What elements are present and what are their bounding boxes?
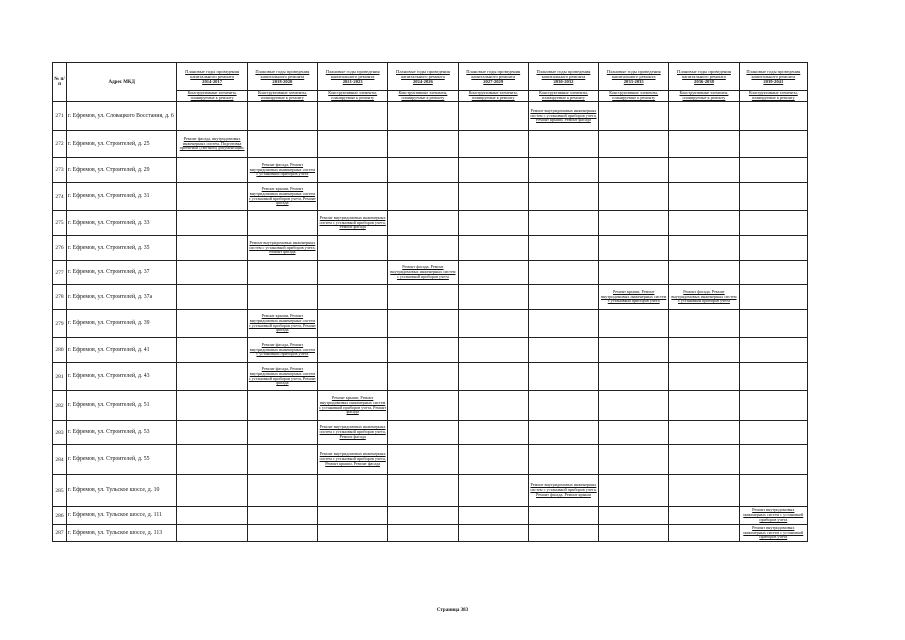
- repair-cell: [739, 261, 807, 285]
- repair-cell: [739, 236, 807, 261]
- repair-cell: [247, 211, 317, 236]
- period-caption: Плановые годы проведения капитального ремонта: [325, 69, 380, 79]
- repair-cell: [247, 525, 317, 542]
- repair-cell: [388, 183, 458, 211]
- repair-works-text: Ремонт фасада, Ремонт внутридомовых инженерных систем с установкой приборов учета: [671, 288, 737, 304]
- repair-cell: [599, 391, 669, 421]
- row-number: 287: [53, 525, 67, 542]
- table-body: [53, 102, 808, 542]
- address-cell: г. Ефремов, ул. Строителей, д. 51: [67, 391, 177, 421]
- repair-cell: [388, 391, 458, 421]
- repair-cell: [318, 158, 388, 183]
- repair-works-text: Ремонт внутридомовых инженерных систем с установкой приборов учета: [743, 507, 804, 522]
- address-cell: г. Ефремов, ул. Строителей, д. 35: [67, 236, 177, 261]
- repair-cell: [528, 507, 598, 525]
- repair-cell: [669, 391, 739, 421]
- table-row: [53, 391, 808, 421]
- repair-cell: [739, 363, 807, 391]
- repair-cell: [528, 475, 598, 507]
- repair-cell: [177, 363, 247, 391]
- repair-works-text: Ремонт внутридомовых инженерных систем с установкой приборов учета, Ремонт фасада, Ремонт крыши: [530, 482, 597, 497]
- address-cell: г. Ефремов, ул. Тульское шоссе, д. 10: [67, 475, 177, 507]
- repair-cell: [739, 131, 807, 158]
- repair-cell: [388, 507, 458, 525]
- header-row: [53, 63, 808, 91]
- repair-cell: [177, 211, 247, 236]
- row-number: 279: [53, 310, 67, 338]
- repair-works-text: Ремонт крыши, Ремонт внутридомовых инженерных систем с установкой приборов учета, Ремонт фасада: [248, 312, 316, 333]
- period-years: 2036-2038: [694, 79, 714, 84]
- repair-cell: [177, 475, 247, 507]
- address-cell: г. Ефремов, ул. Строителей, д. 53: [67, 421, 177, 445]
- repair-cell: [528, 236, 598, 261]
- period-caption: Плановые годы проведения капитального ремонта: [677, 69, 731, 79]
- column-subheader: [458, 91, 528, 102]
- repair-cell: [177, 445, 247, 475]
- repair-cell: [458, 158, 528, 183]
- table-row: [53, 310, 808, 338]
- repair-cell: [247, 285, 317, 310]
- repair-works-text: Ремонт фасада, Ремонт внутридомовых инженерных систем с установкой приборов учета, Ремонт фасада: [248, 365, 316, 386]
- repair-cell: [739, 338, 807, 363]
- repair-cell: [599, 211, 669, 236]
- repair-cell: [528, 525, 598, 542]
- address-cell: г. Ефремов, ул. Строителей, д. 37а: [67, 285, 177, 310]
- repair-cell: [318, 261, 388, 285]
- repair-cell: [669, 102, 739, 131]
- row-number: 273: [53, 158, 67, 183]
- table-row: [53, 285, 808, 310]
- repair-cell: [177, 391, 247, 421]
- repair-works-text: Ремонт фасада, внутридомовых инженерных систем. Подготовка проектной (сметной) документации.: [179, 135, 245, 151]
- table-row: [53, 211, 808, 236]
- capital-repair-table: [52, 62, 808, 542]
- column-subheader: [528, 91, 598, 102]
- subheader-text: Конструктивные элементы, планируемые к ремонту: [468, 90, 518, 100]
- repair-cell: [599, 421, 669, 445]
- repair-cell: [528, 102, 598, 131]
- repair-cell: [669, 236, 739, 261]
- period-years: 2024-2026: [412, 79, 433, 84]
- column-header-period: [388, 63, 458, 91]
- repair-cell: [458, 102, 528, 131]
- repair-cell: [388, 158, 458, 183]
- repair-works-text: Ремонт внутридомовых инженерных систем с установкой приборов учета, Ремонт крыши, Ремонт фасада: [319, 451, 386, 466]
- repair-cell: [528, 445, 598, 475]
- repair-cell: [528, 158, 598, 183]
- repair-cell: [669, 310, 739, 338]
- repair-cell: [669, 338, 739, 363]
- subheader-text: Конструктивные элементы, планируемые к ремонту: [679, 90, 729, 100]
- repair-cell: [388, 338, 458, 363]
- table-row: [53, 261, 808, 285]
- table-row: [53, 102, 808, 131]
- table-row: [53, 475, 808, 507]
- repair-cell: [247, 131, 317, 158]
- subheader-text: Конструктивные элементы, планируемые к ремонту: [328, 90, 378, 100]
- repair-cell: [388, 363, 458, 391]
- subheader-text: Конструктивные элементы, планируемые к ремонту: [187, 90, 237, 100]
- period-caption: Плановые годы проведения капитального ремонта: [185, 69, 240, 79]
- repair-cell: [739, 102, 807, 131]
- repair-cell: [247, 507, 317, 525]
- repair-cell: [318, 310, 388, 338]
- address-cell: г. Ефремов, ул. Тульское шоссе, д. 111: [67, 507, 177, 525]
- repair-works-text: Ремонт крыши, Ремонт внутридомовых инженерных систем с установкой приборов учета: [601, 288, 667, 304]
- repair-cell: [669, 131, 739, 158]
- repair-cell: [739, 445, 807, 475]
- repair-cell: [739, 475, 807, 507]
- repair-works-text: Ремонт внутридомовых инженерных систем с установкой приборов учета, Ремонт фасада: [249, 239, 316, 255]
- repair-cell: [599, 102, 669, 131]
- repair-cell: [247, 363, 317, 391]
- repair-cell: [388, 211, 458, 236]
- repair-cell: [528, 391, 598, 421]
- repair-cell: [177, 158, 247, 183]
- repair-cell: [388, 421, 458, 445]
- period-years: 2030-2032: [553, 79, 574, 84]
- repair-cell: [177, 236, 247, 261]
- repair-cell: [247, 391, 317, 421]
- column-header-period: [669, 63, 739, 91]
- repair-cell: [599, 261, 669, 285]
- row-number: 286: [53, 507, 67, 525]
- repair-cell: [669, 475, 739, 507]
- repair-cell: [318, 421, 388, 445]
- column-header-address: Адрес МКД: [67, 63, 177, 102]
- repair-cell: [247, 261, 317, 285]
- repair-cell: [247, 338, 317, 363]
- repair-cell: [458, 507, 528, 525]
- repair-cell: [599, 445, 669, 475]
- repair-cell: [318, 525, 388, 542]
- table-row: [53, 131, 808, 158]
- repair-cell: [458, 285, 528, 310]
- repair-cell: [247, 475, 317, 507]
- column-header-period: [599, 63, 669, 91]
- table-row: [53, 421, 808, 445]
- row-number: 277: [53, 261, 67, 285]
- row-number: 276: [53, 236, 67, 261]
- repair-cell: [247, 158, 317, 183]
- repair-cell: [247, 445, 317, 475]
- address-cell: г. Ефремов, ул. Словацкого Восстания, д. 6: [67, 102, 177, 131]
- repair-cell: [458, 391, 528, 421]
- repair-cell: [318, 507, 388, 525]
- repair-cell: [528, 310, 598, 338]
- repair-cell: [458, 261, 528, 285]
- repair-cell: [247, 102, 317, 131]
- period-caption: Плановые годы проведения капитального ремонта: [746, 69, 801, 79]
- column-subheader: [388, 91, 458, 102]
- column-header-period: [177, 63, 247, 91]
- repair-cell: [739, 391, 807, 421]
- period-years: 2021-2023: [342, 79, 363, 84]
- table-row: [53, 445, 808, 475]
- repair-cell: [599, 525, 669, 542]
- row-number: 274: [53, 183, 67, 211]
- repair-cell: [528, 131, 598, 158]
- column-header-period: [318, 63, 388, 91]
- repair-cell: [458, 525, 528, 542]
- repair-cell: [388, 525, 458, 542]
- repair-cell: [458, 363, 528, 391]
- repair-cell: [177, 338, 247, 363]
- repair-cell: [388, 445, 458, 475]
- repair-cell: [318, 131, 388, 158]
- row-number: 275: [53, 211, 67, 236]
- repair-cell: [247, 183, 317, 211]
- table-row: [53, 363, 808, 391]
- repair-works-text: Ремонт внутридомовых инженерных систем с установкой приборов учета, Ремонт крыши, Ремонт фасада: [530, 107, 597, 123]
- subheader-text: Конструктивные элементы, планируемые к ремонту: [748, 90, 798, 100]
- row-number: 280: [53, 338, 67, 363]
- repair-cell: [599, 363, 669, 391]
- address-cell: г. Ефремов, ул. Строителей, д. 55: [67, 445, 177, 475]
- repair-cell: [739, 525, 807, 542]
- period-caption: Плановые годы проведения капитального ремонта: [395, 69, 450, 79]
- repair-cell: [739, 183, 807, 211]
- repair-cell: [739, 507, 807, 525]
- row-number: 284: [53, 445, 67, 475]
- repair-cell: [177, 131, 247, 158]
- address-cell: г. Ефремов, ул. Строителей, д. 37: [67, 261, 177, 285]
- address-cell: г. Ефремов, ул. Строителей, д. 43: [67, 363, 177, 391]
- table-row: [53, 158, 808, 183]
- table-row: [53, 525, 808, 542]
- address-cell: г. Ефремов, ул. Строителей, д. 29: [67, 158, 177, 183]
- address-cell: г. Ефремов, ул. Строителей, д. 33: [67, 211, 177, 236]
- repair-cell: [177, 525, 247, 542]
- column-header-period: [247, 63, 317, 91]
- repair-cell: [739, 158, 807, 183]
- repair-works-text: Ремонт крыши, Ремонт внутридомовых инженерных систем с установкой приборов учета, Ремонт фасада: [319, 394, 387, 415]
- repair-cell: [599, 507, 669, 525]
- repair-cell: [669, 445, 739, 475]
- repair-cell: [388, 285, 458, 310]
- repair-cell: [177, 285, 247, 310]
- period-caption: Плановые годы проведения капитального ремонта: [606, 69, 661, 79]
- repair-cell: [669, 507, 739, 525]
- repair-cell: [177, 310, 247, 338]
- repair-cell: [669, 211, 739, 236]
- period-years: 2027-2029: [483, 79, 504, 84]
- subheader-text: Конструктивные элементы, планируемые к ремонту: [609, 90, 659, 100]
- repair-cell: [388, 310, 458, 338]
- row-number: 282: [53, 391, 67, 421]
- column-subheader: [739, 91, 807, 102]
- address-cell: г. Ефремов, ул. Строителей, д. 39: [67, 310, 177, 338]
- column-header-period: [528, 63, 598, 91]
- repair-works-text: Ремонт фасада, Ремонт внутридомовых инженерных систем с установкой приборов учета: [249, 341, 315, 357]
- repair-cell: [177, 421, 247, 445]
- repair-cell: [318, 475, 388, 507]
- repair-cell: [599, 183, 669, 211]
- repair-cell: [669, 421, 739, 445]
- period-years: 2039-2041: [763, 79, 784, 84]
- repair-cell: [388, 475, 458, 507]
- repair-cell: [669, 261, 739, 285]
- address-cell: г. Ефремов, ул. Тульское шоссе, д. 113: [67, 525, 177, 542]
- repair-cell: [669, 158, 739, 183]
- address-cell: г. Ефремов, ул. Строителей, д. 25: [67, 131, 177, 158]
- repair-cell: [528, 211, 598, 236]
- repair-works-text: Ремонт внутридомовых инженерных систем с установкой приборов учета, Ремонт фасада: [319, 424, 386, 439]
- repair-cell: [528, 363, 598, 391]
- repair-works-text: Ремонт внутридомовых инженерных систем с установкой приборов учета: [743, 524, 804, 540]
- repair-works-text: Ремонт внутридомовых инженерных систем с установкой приборов учета, Ремонт фасада: [319, 214, 386, 230]
- repair-cell: [177, 183, 247, 211]
- repair-cell: [458, 236, 528, 261]
- period-years: 2014-2017: [202, 79, 223, 84]
- repair-cell: [458, 310, 528, 338]
- repair-cell: [528, 285, 598, 310]
- repair-cell: [528, 421, 598, 445]
- subheader-text: Конструктивные элементы, планируемые к ремонту: [257, 90, 307, 100]
- repair-cell: [177, 507, 247, 525]
- table-row: [53, 183, 808, 211]
- repair-cell: [528, 338, 598, 363]
- repair-cell: [318, 183, 388, 211]
- address-cell: г. Ефремов, ул. Строителей, д. 41: [67, 338, 177, 363]
- repair-cell: [388, 102, 458, 131]
- column-header-number: № п/п: [53, 63, 67, 102]
- period-caption: Плановые годы проведения капитального ремонта: [466, 69, 521, 79]
- repair-works-text: Ремонт фасада, Ремонт внутридомовых инженерных систем с установкой приборов учета: [390, 264, 456, 279]
- table-row: [53, 507, 808, 525]
- repair-cell: [599, 310, 669, 338]
- repair-cell: [458, 183, 528, 211]
- repair-cell: [528, 183, 598, 211]
- repair-cell: [599, 131, 669, 158]
- repair-cell: [247, 310, 317, 338]
- repair-cell: [318, 363, 388, 391]
- repair-cell: [458, 421, 528, 445]
- repair-works-text: Ремонт фасада, Ремонт внутридомовых инженерных систем с установкой приборов учета: [249, 161, 315, 177]
- period-years: 2033-2035: [623, 79, 644, 84]
- address-cell: г. Ефремов, ул. Строителей, д. 31: [67, 183, 177, 211]
- repair-cell: [458, 445, 528, 475]
- repair-cell: [177, 261, 247, 285]
- repair-cell: [458, 211, 528, 236]
- table-row: [53, 236, 808, 261]
- repair-cell: [669, 183, 739, 211]
- repair-cell: [388, 131, 458, 158]
- repair-cell: [177, 102, 247, 131]
- repair-cell: [739, 421, 807, 445]
- column-subheader: [318, 91, 388, 102]
- row-number: 271: [53, 102, 67, 131]
- subheader-text: Конструктивные элементы, планируемые к ремонту: [539, 90, 588, 100]
- repair-cell: [599, 475, 669, 507]
- period-caption: Плановые годы проведения капитального ремонта: [255, 69, 310, 79]
- repair-cell: [318, 445, 388, 475]
- row-number: 283: [53, 421, 67, 445]
- repair-cell: [318, 211, 388, 236]
- repair-cell: [599, 236, 669, 261]
- repair-cell: [318, 285, 388, 310]
- repair-cell: [318, 102, 388, 131]
- page-number: Страница 383: [436, 608, 469, 613]
- repair-cell: [458, 131, 528, 158]
- row-number: 272: [53, 131, 67, 158]
- repair-cell: [669, 285, 739, 310]
- repair-cell: [458, 475, 528, 507]
- row-number: 278: [53, 285, 67, 310]
- period-caption: Плановые годы проведения капитального ремонта: [536, 69, 591, 79]
- column-subheader: [247, 91, 317, 102]
- repair-cell: [528, 261, 598, 285]
- column-subheader: [177, 91, 247, 102]
- repair-cell: [739, 211, 807, 236]
- repair-cell: [599, 158, 669, 183]
- repair-cell: [388, 236, 458, 261]
- table-row: [53, 338, 808, 363]
- row-number: 285: [53, 475, 67, 507]
- repair-cell: [599, 285, 669, 310]
- subheader-text: Конструктивные элементы, планируемые к ремонту: [398, 90, 448, 100]
- column-subheader: [599, 91, 669, 102]
- repair-cell: [388, 261, 458, 285]
- repair-cell: [599, 338, 669, 363]
- column-header-period: [458, 63, 528, 91]
- repair-cell: [318, 236, 388, 261]
- column-header-period: [739, 63, 807, 91]
- repair-cell: [739, 310, 807, 338]
- repair-cell: [318, 391, 388, 421]
- repair-works-text: Ремонт крыши, Ремонт внутридомовых инженерных систем с установкой приборов учета, Ремонт фасада: [248, 185, 316, 206]
- repair-cell: [739, 285, 807, 310]
- repair-cell: [669, 363, 739, 391]
- repair-cell: [318, 338, 388, 363]
- row-number: 281: [53, 363, 67, 391]
- table-header: [53, 63, 808, 102]
- column-subheader: [669, 91, 739, 102]
- repair-cell: [669, 525, 739, 542]
- repair-cell: [247, 236, 317, 261]
- period-years: 2018-2020: [272, 79, 293, 84]
- repair-cell: [247, 421, 317, 445]
- repair-cell: [458, 338, 528, 363]
